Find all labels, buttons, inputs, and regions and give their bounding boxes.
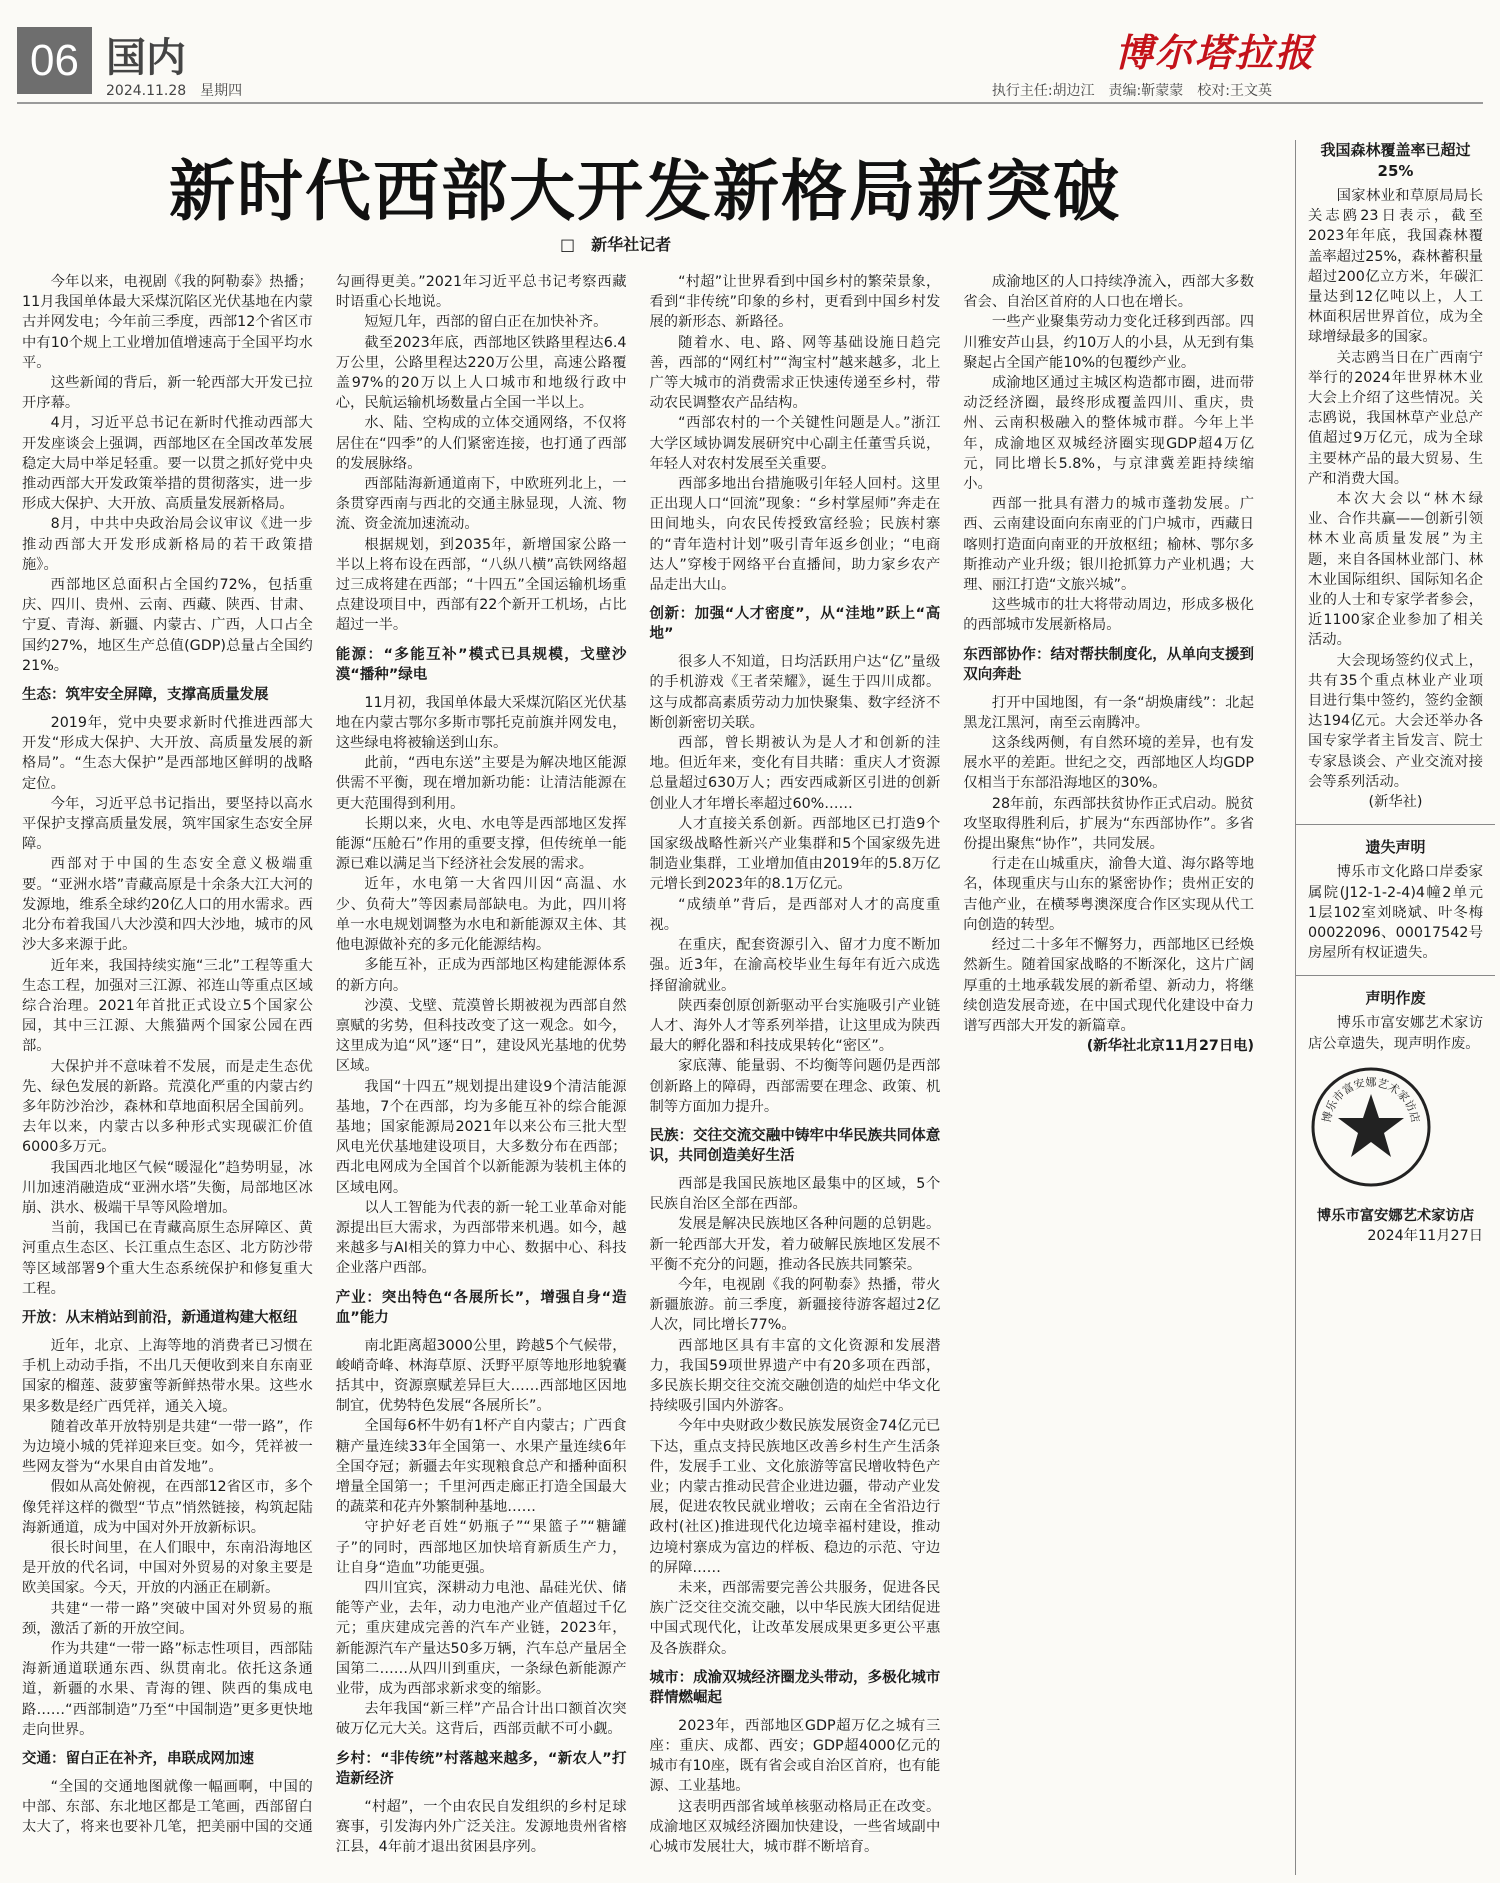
subsection-heading: 开放：从末梢站到前沿，新通道构建大枢纽 bbox=[22, 1309, 298, 1326]
article-paragraph: 今年，电视剧《我的阿勒泰》热播，带火新疆旅游。前三季度，新疆接待游客超过2亿人次，同比增长77%。 bbox=[649, 1276, 941, 1334]
article-paragraph: 我国西北地区气候“暖湿化”趋势明显，冰川加速消融造成“亚洲水塔”失衡，局部地区冰崩、洪水、极端干旱等风险增加。 bbox=[22, 1159, 313, 1216]
article-paragraph: 作为共建“一带一路”标志性项目，西部陆海新通道联通东西、纵贯南北。依托这条通道，新疆的水果、青海的锂、陕西的集成电路……“西部制造”乃至“中国制造”更多更快地走向世界。 bbox=[22, 1641, 313, 1738]
article-paragraph: 行走在山城重庆，渝鲁大道、海尔路等地名，体现重庆与山东的紧密协作；贵州正安的吉他产业，在横琴粤澳深度合作区实现从代工向创造的转型。 bbox=[963, 856, 1254, 933]
article-paragraph: 随着改革开放特别是共建“一带一路”，作为边境小城的凭祥迎来巨变。如今，凭祥被一些网友誉为“水果自由首发地”。 bbox=[22, 1418, 313, 1476]
article-paragraph: 多能互补，正成为西部地区构建能源体系的新方向。 bbox=[335, 957, 627, 994]
void-notice-text: 博乐市富安娜艺术家访店公章遗失，现声明作废。 bbox=[1308, 1015, 1483, 1052]
article-paragraph: 未来，西部需要完善公共服务，促进各民族广泛交往交流交融，以中华民族大团结促进中国式现代化，让改革发展成果更多更公平惠及各族群众。 bbox=[649, 1579, 941, 1657]
article-signoff: (新华社北京11月27日电) bbox=[1086, 1038, 1254, 1055]
article-paragraph: 8月，中共中央政治局会议审议《进一步推动西部大开发形成新格局的若干政策措施》。 bbox=[22, 516, 313, 573]
sidebar-divider-line bbox=[1296, 824, 1495, 825]
article-paragraph: 共建“一带一路”突破中国对外贸易的瓶颈，激活了新的开放空间。 bbox=[22, 1600, 313, 1637]
article-paragraph: 这些城市的壮大将带动周边，形成多极化的西部城市发展新格局。 bbox=[963, 597, 1254, 634]
article-headline: 新时代西部大开发新格局新突破 bbox=[169, 152, 1121, 230]
void-notice bbox=[1308, 988, 1483, 1246]
svg-text:博乐市富安娜艺术家访店: 博乐市富安娜艺术家访店 bbox=[1320, 1075, 1422, 1124]
sidebar bbox=[1308, 140, 1483, 1246]
article-paragraph: 很多人不知道，日均活跃用户达“亿”量级的手机游戏《王者荣耀》，诞生于四川成都。这与成都高素质劳动力加快聚集、数字经济不断创新密切关联。 bbox=[649, 654, 941, 731]
article-paragraph: 截至2023年底，西部地区铁路里程达6.4万公里，公路里程达220万公里，高速公路覆盖97%的20万以上人口城市和地级行政中心，民航运输机场数量占全国一半以上。 bbox=[335, 334, 627, 412]
article-paragraph: 西部是我国民族地区最集中的区域，5个民族自治区全部在西部。 bbox=[649, 1175, 941, 1213]
article-paragraph: 今年，习近平总书记指出，要坚持以高水平保护支撑高质量发展，筑牢国家生态安全屏障。 bbox=[22, 795, 313, 853]
article-paragraph: 全国每6杯牛奶有1杯产自内蒙古；广西食糖产量连续33年全国第一、水果产量连续6年全国夺冠；新疆去年实现粮食总产和播种面积增量全国第一；千里河西走廊正打造全国最大的蔬菜和花卉外繁制种基地…… bbox=[335, 1418, 627, 1516]
article-byline: □ 新华社记者 bbox=[560, 235, 672, 254]
lost-notice-title: 遗失声明 bbox=[1365, 838, 1426, 857]
article-paragraph: 2023年，西部地区GDP超万亿之城有三座：重庆、成都、西安；GDP超4000亿元的城市有10座，既有省会或自治区首府，也有能源、工业基地。 bbox=[649, 1717, 941, 1795]
article-paragraph: 我国“十四五”规划提出建设9个清洁能源基地，7个在西部，均为多能互补的综合能源基地；国家能源局2021年以来公布三批大型风电光伏基地建设项目，大多数分布在西部；西北电网成为全国首个以新能源为装机主体的区域电网。 bbox=[335, 1078, 627, 1196]
page-number: 06 bbox=[17, 27, 92, 94]
article-paragraph: 西部地区具有丰富的文化资源和发展潜力，我国59项世界遗产中有20多项在西部，多民族长期交往交流交融创造的灿烂中华文化持续吸引国内外游客。 bbox=[649, 1337, 941, 1415]
article-paragraph: 人才直接关系创新。西部地区已打造9个国家级战略性新兴产业集群和5个国家级先进制造业集群，工业增加值由2019年的5.8万亿元增长到2023年的8.1万亿元。 bbox=[649, 815, 941, 893]
article-paragraph: 2019年，党中央要求新时代推进西部大开发“形成大保护、大开放、高质量发展的新格局”。“生态大保护”是西部地区鲜明的战略定位。 bbox=[22, 715, 313, 792]
article-paragraph: “全国的交通地图就像一幅画啊，中国的中部、东部、东北地区都是工笔画，西部留白太大了，将来也要补几笔，把美丽中国的交通勾画得更美。”2021年习近平总书记考察西藏时语重心长地说。 bbox=[22, 274, 627, 1836]
article-paragraph: 大保护并不意味着不发展，而是走生态优先、绿色发展的新路。荒漠化严重的内蒙古约多年防沙治沙，森林和草地面积居全国前列。去年以来，内蒙古以多种形式实现碳汇价值6000多万元。 bbox=[22, 1058, 313, 1156]
article-paragraph: 这些新闻的背后，新一轮西部大开发已拉开序幕。 bbox=[22, 375, 313, 412]
article-paragraph: 长期以来，火电、水电等是西部地区发挥能源“压舱石”作用的重要支撑，但传统单一能源已难以满足当下经济社会发展的需求。 bbox=[335, 815, 627, 873]
subsection-heading: 交通：留白正在补齐，串联成网加速 bbox=[22, 1751, 254, 1768]
article-paragraph: 一些产业聚集劳动力变化迁移到西部。四川雅安芦山县，约10万人的小县，从无到有集聚起占全国产能10%的包覆纱产业。 bbox=[963, 314, 1254, 371]
lost-notice-text: 博乐市文化路口岸委家属院(J12-1-2-4)4幢2单元1层102室刘晓斌、叶冬梅00022096、00017542号房屋所有权证遗失。 bbox=[1308, 864, 1483, 962]
article-paragraph: 此前，“西电东送”主要是为解决地区能源供需不平衡，现在增加新功能：让清洁能源在更大范围得到利用。 bbox=[335, 755, 627, 812]
void-notice-signer: 博乐市富安娜艺术家访店 bbox=[1316, 1207, 1475, 1224]
sidebar-news-paragraph: 关志鸥当日在广西南宁举行的2024年世界林木业大会上介绍了这些情况。关志鸥说，我国林草产业总产值超过9万亿元，成为全球主要林产品的最大贸易、生产和消费大国。 bbox=[1308, 349, 1483, 487]
sidebar-divider-line bbox=[1296, 975, 1495, 976]
editor-credits: 执行主任:胡边江 责编:靳蒙蒙 校对:王文英 bbox=[991, 83, 1272, 99]
article-paragraph: 在重庆，配套资源引入、留才力度不断加强。近3年，在渝高校毕业生每年有近六成选择留渝就业。 bbox=[649, 937, 941, 994]
sidebar-news-paragraph: 本次大会以“林木绿业、合作共赢——创新引领林木业高质量发展”为主题，来自各国林业部门、林木业国际组织、国际知名企业的人士和专家学者参会，近1100家企业参加了相关活动。 bbox=[1308, 491, 1483, 649]
article-paragraph: 去年我国“新三样”产品合计出口额首次突破万亿元大关。这背后，西部贡献不可小觑。 bbox=[335, 1701, 627, 1738]
article-paragraph: 沙漠、戈壁、荒漠曾长期被视为西部自然禀赋的劣势，但科技改变了这一观念。如今，这里成为追“风”逐“日”，建设风光基地的优势区域。 bbox=[335, 997, 627, 1075]
article-paragraph: 4月，习近平总书记在新时代推动西部大开发座谈会上强调，西部地区在全国改革发展稳定大局中举足轻重。要一以贯之抓好党中央推动西部大开发政策举措的贯彻落实，进一步形成大保护、大开放、高质量发展新格局。 bbox=[22, 415, 313, 513]
article-paragraph: 守护好老百姓“奶瓶子”“果篮子”“糖罐子”的同时，西部地区加快培育新质生产力，让自身“造血”功能更强。 bbox=[335, 1519, 627, 1576]
sidebar-news bbox=[1308, 140, 1483, 812]
article-paragraph: 西部陆海新通道南下，中欧班列北上，一条贯穿西南与西北的交通主脉显现，人流、物流、资金流加速流动。 bbox=[335, 476, 627, 533]
article-paragraph: 成渝地区的人口持续净流入，西部大多数省会、自治区首府的人口也在增长。 bbox=[963, 274, 1254, 311]
void-notice-date: 2024年11月27日 bbox=[1367, 1228, 1483, 1245]
article-paragraph: 近年，北京、上海等地的消费者已习惯在手机上动动手指，不出几天便收到来自东南亚国家的榴莲、菠萝蜜等新鲜热带水果。这些水果多数是经广西凭祥，通关入境。 bbox=[22, 1337, 313, 1415]
article-paragraph: 成渝地区通过主城区构造都市圈，进而带动泛经济圈，最终形成覆盖四川、重庆，贵州、云南积极融入的整体城市群。今年上半年，成渝地区双城经济圈实现GDP超4万亿元，同比增长5.8%，与京津冀差距持续缩小。 bbox=[963, 375, 1254, 493]
article-paragraph: “村超”，一个由农民自发组织的乡村足球赛事，引发海内外广泛关注。发源地贵州省榕江县，4年前才退出贫困县序列。 bbox=[335, 1798, 627, 1856]
article-paragraph: 西部对于中国的生态安全意义极端重要。“亚洲水塔”青藏高原是十余条大江大河的发源地，维系全球约20亿人口的用水需求。西北分布着我国八大沙漠和四大沙地，城市的风沙大多来源于此。 bbox=[22, 856, 313, 954]
article-paragraph: 今年以来，电视剧《我的阿勒泰》热播；11月我国单体最大采煤沉陷区光伏基地在内蒙古并网发电；今年前三季度，西部12个省区市中有10个规上工业增加值增速高于全国平均水平。 bbox=[22, 274, 313, 371]
article-paragraph: 西部多地出台措施吸引年轻人回村。这里正出现人口“回流”现象：“乡村掌屋师”奔走在田间地头，向农民传授致富经验；民族村寨的“青年造村计划”吸引青年返乡创业；“电商达人”穿梭于网络平台直播间，助力家乡农产品走出大山。 bbox=[649, 476, 941, 594]
lost-notice bbox=[1308, 837, 1483, 963]
subsection-heading: 城市：成渝双城经济圈龙头带动，多极化城市群情燃崛起 bbox=[649, 1669, 941, 1706]
article-body bbox=[22, 272, 1254, 1872]
article-paragraph: 发展是解决民族地区各种问题的总钥匙。新一轮西部大开发，着力破解民族地区发展不平衡不充分的问题，推动各民族共同繁荣。 bbox=[649, 1216, 941, 1273]
article-paragraph: 西部，曾长期被认为是人才和创新的洼地。但近年来，变化有目共睹：重庆人才资源总量超过630万人；西安西咸新区引进的创新创业人才年增长率超过60%…… bbox=[649, 735, 941, 812]
article-paragraph: 近年，水电第一大省四川因“高温、水少、负荷大”等因素局部缺电。为此，四川将单一水电规划调整为水电和新能源双主体、其他电源做补充的多元化能源结构。 bbox=[335, 876, 627, 954]
article-paragraph: 以人工智能为代表的新一轮工业革命对能源提出巨大需求，为西部带来机遇。如今，越来越多与AI相关的算力中心、数据中心、科技企业落户西部。 bbox=[335, 1199, 627, 1277]
issue-date: 2024.11.28 星期四 bbox=[106, 83, 243, 99]
article-paragraph: 水、陆、空构成的立体交通网络，不仅将居住在“四季”的人们紧密连接，也打通了西部的发展脉络。 bbox=[335, 415, 627, 472]
article-paragraph: 家底薄、能量弱、不均衡等问题仍是西部创新路上的障碍，西部需要在理念、政策、机制等方面加力提升。 bbox=[649, 1058, 941, 1115]
article-paragraph: 随着水、电、路、网等基础设施日趋完善，西部的“网红村”“淘宝村”越来越多，北上广等大城市的消费需求正快速传递至乡村，带动农民调整农产品结构。 bbox=[649, 334, 941, 412]
sidebar-news-paragraph: 国家林业和草原局局长关志鸥23日表示，截至2023年年底，我国森林覆盖率超过25%，森林蓄积量超过200亿立方米，年碳汇量达到12亿吨以上，人工林面积居世界首位，成为全球增绿最多的国家。 bbox=[1308, 188, 1483, 346]
sidebar-news-paragraph: 大会现场签约仪式上，共有35个重点林业产业项目进行集中签约，签约金额达194亿元。大会还举办各国专家学者主旨发言、院士专家恳谈会、产业交流对接会等系列活动。 bbox=[1308, 652, 1483, 790]
subsection-heading: 能源：“多能互补”模式已具规模，戈壁沙漠“播种”绿电 bbox=[335, 646, 627, 683]
subsection-heading: 乡村：“非传统”村落越来越多，“新农人”打造新经济 bbox=[335, 1750, 627, 1787]
newspaper-logo: 博尔塔拉报 bbox=[1115, 30, 1316, 75]
void-notice-title: 声明作废 bbox=[1365, 989, 1426, 1008]
article-paragraph: “成绩单”背后，是西部对人才的高度重视。 bbox=[649, 896, 941, 933]
article-paragraph: 打开中国地图，有一条“胡焕庸线”：北起黑龙江黑河，南至云南腾冲。 bbox=[963, 694, 1254, 731]
subsection-heading: 创新：加强“人才密度”，从“洼地”跃上“高地” bbox=[649, 606, 941, 643]
article-paragraph: 这条线两侧，有自然环境的差异，也有发展水平的差距。世纪之交，西部地区人均GDP仅相当于东部沿海地区的30%。 bbox=[963, 735, 1254, 792]
article-paragraph: 假如从高处俯视，在西部12省区市，多个像凭祥这样的微型“节点”悄然链接，构筑起陆海新通道，成为中国对外开放新标识。 bbox=[22, 1479, 313, 1536]
article-paragraph: 很长时间里，在人们眼中，东南沿海地区是开放的代名词，中国对外贸易的对象主要是欧美国家。今天，开放的内涵正在刷新。 bbox=[22, 1539, 313, 1597]
article-paragraph: 28年前，东西部扶贫协作正式启动。脱贫攻坚取得胜利后，扩展为“东西部协作”。多省份提出聚焦“协作”，共同发展。 bbox=[963, 795, 1254, 853]
article-paragraph: 南北距离超3000公里，跨越5个气候带，峻峭奇峰、林海草原、沃野平原等地形地貌囊括其中，资源禀赋差异巨大……西部地区因地制宜，优势特色发展“各展所长”。 bbox=[335, 1337, 627, 1415]
article-paragraph: “村超”让世界看到中国乡村的繁荣景象，看到“非传统”印象的乡村，更看到中国乡村发展的新形态、新路径。 bbox=[649, 274, 941, 331]
article-paragraph: “西部农村的一个关键性问题是人。”浙江大学区域协调发展研究中心副主任董雪兵说，年轻人对农村发展至关重要。 bbox=[649, 415, 941, 472]
subsection-heading: 产业：突出特色“各展所长”，增强自身“造血”能力 bbox=[335, 1289, 627, 1326]
article-paragraph: 根据规划，到2035年，新增国家公路一半以上将布设在西部，“八纵八横”高铁网络超过三成将建在西部；“十四五”全国运输机场重点建设项目中，西部有22个新开工机场，占比超过一半。 bbox=[335, 536, 627, 634]
article-paragraph: 今年中央财政少数民族发展资金74亿元已下达，重点支持民族地区改善乡村生产生活条件，发展手工业、文化旅游等富民增收特色产业；内蒙古推动民营企业进边疆，带动产业发展，促进农牧民就业增收；云南在全省沿边行政村(社区)推进现代化边境幸福村建设，推动边境村寨成为富边的样板、稳边的示范、守边的屏障…… bbox=[649, 1418, 941, 1576]
article-paragraph: 短短几年，西部的留白正在加快补齐。 bbox=[364, 314, 608, 331]
subsection-heading: 生态：筑牢安全屏障，支撑高质量发展 bbox=[22, 687, 269, 704]
article-paragraph: 当前，我国已在青藏高原生态屏障区、黄河重点生态区、长江重点生态区、北方防沙带等区域部署9个重大生态系统保护和修复重大工程。 bbox=[22, 1220, 313, 1297]
sidebar-news-title: 我国森林覆盖率已超过25% bbox=[1320, 141, 1471, 180]
article-paragraph: 陕西秦创原创新驱动平台实施吸引产业链人才、海外人才等系列举措，让这里成为陕西最大的孵化器和科技成果转化“密区”。 bbox=[649, 997, 941, 1055]
article-paragraph: 西部一批具有潜力的城市蓬勃发展。广西、云南建设面向东南亚的门户城市，西藏日喀则打造面向南亚的开放枢纽；榆林、鄂尔多斯推动产业升级；银川抢抓算力产业机遇；大理、丽江打造“文旅兴城”。 bbox=[963, 496, 1254, 594]
article-paragraph: 四川宜宾，深耕动力电池、晶硅光伏、储能等产业，去年，动力电池产业产值超过千亿元；重庆建成完善的汽车产业链，2023年，新能源汽车产量达50多万辆，汽车总产量居全国第二……从四川到重庆，一条绿色新能源产业带，成为西部求新求变的缩影。 bbox=[335, 1579, 627, 1697]
subsection-heading: 东西部协作：结对帮扶制度化，从单向支援到双向奔赴 bbox=[963, 646, 1254, 683]
header-divider bbox=[17, 102, 1483, 104]
article-paragraph: 西部地区总面积占全国约72%，包括重庆、四川、贵州、云南、西藏、陕西、甘肃、宁夏、青海、新疆、内蒙古、广西，人口占全国约27%，地区生产总值(GDP)总量占全国约21%。 bbox=[22, 577, 313, 674]
sidebar-news-source: (新华社) bbox=[1368, 794, 1423, 811]
subsection-heading: 民族：交往交流交融中铸牢中华民族共同体意识，共同创造美好生活 bbox=[649, 1127, 941, 1164]
page-header bbox=[0, 0, 1500, 110]
article-paragraph: 经过二十多年不懈努力，西部地区已经焕然新生。随着国家战略的不断深化，这片广阔厚重的土地承载发展的新希望、新动力，将继续创造发展奇迹，在中国式现代化建设中奋力谱写西部大开发的新篇章。 bbox=[963, 937, 1254, 1034]
article-paragraph: 11月初，我国单体最大采煤沉陷区光伏基地在内蒙古鄂尔多斯市鄂托克前旗并网发电，这些绿电将被输送到山东。 bbox=[335, 694, 627, 752]
section-title: 国内 bbox=[106, 35, 186, 81]
article-paragraph: 这表明西部省域单核驱动格局正在改变。成渝地区双城经济圈加快建设，一些省域副中心城市发展壮大，城市群不断培育。 bbox=[649, 1798, 941, 1856]
official-seal-stamp bbox=[1308, 1064, 1434, 1190]
article-paragraph: 近年来，我国持续实施“三北”工程等重大生态工程，加强对三江源、祁连山等重点区域综合治理。2021年首批正式设立5个国家公园，其中三江源、大熊猫两个国家公园在西部。 bbox=[22, 957, 313, 1055]
